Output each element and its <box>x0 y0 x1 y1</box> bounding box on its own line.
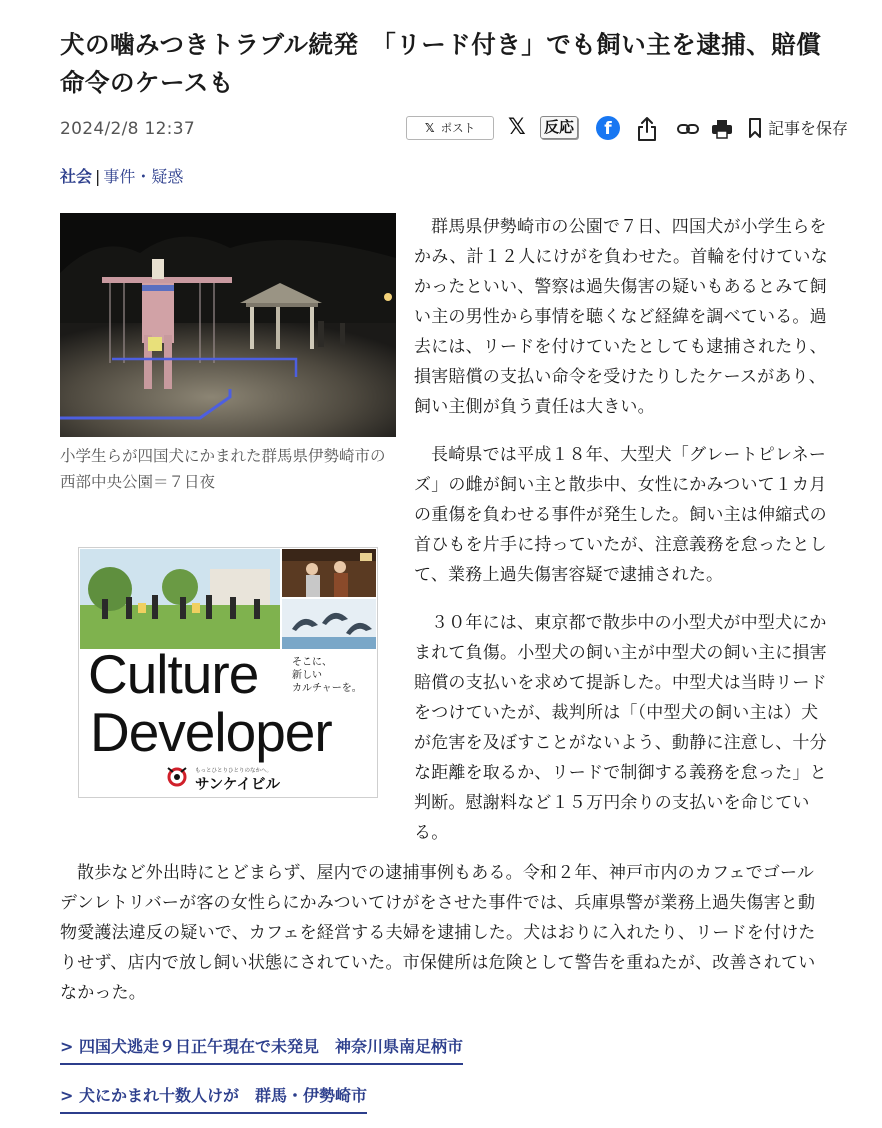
category-sub-link[interactable]: 事件・疑惑 <box>103 167 184 186</box>
article-paragraph: 散歩など外出時にとどまらず、屋内での逮捕事例もある。令和２年、神戸市内のカフェでゴールデンレトリバーが客の女性らにかみついてけがをさせた事件では、兵庫県警が業務上過失傷害と動物愛護法違反の疑いで、カフェを経営する夫婦を逮捕した。犬はおりに入れたり、リードを付けたりせず、店内で放し飼い状態にされていた。市保健所は危険として警告を重ねたが、改善されていなかった。 <box>60 863 816 1003</box>
link-icon[interactable] <box>676 118 700 140</box>
ad-small-text: もっとひとりひとりのなかへ。 <box>195 768 273 774</box>
ad-tagline-line: そこに、 <box>292 657 332 668</box>
reaction-button[interactable]: 反応 <box>540 116 578 139</box>
ad-dancers-image <box>80 549 280 649</box>
article-paragraph: 群馬県伊勢崎市の公園で７日、四国犬が小学生らをかみ、計１２人にけがを負わせた。首輪を付けていなかったといい、警察は過失傷害の疑いもあるとみて飼い主の男性から事情を聴くなど経緯を調べている。過去には、リードを付けていたとしても逮捕されたり、損害賠償の支払い命令を受けたりしたケースがあり、飼い主側が負う責任は大きい。 <box>414 217 828 417</box>
x-post-button[interactable] <box>406 116 494 140</box>
ad-brand-name: サンケイビル <box>195 777 280 793</box>
x-logo-icon: 𝕏 <box>424 121 435 135</box>
x-icon[interactable]: 𝕏 <box>508 115 526 140</box>
category-main-link[interactable]: 社会 <box>60 167 93 186</box>
ad-headline-culture: Culture <box>88 643 259 705</box>
article-photo[interactable] <box>60 213 396 437</box>
sankei-logo-icon <box>165 764 189 788</box>
ad-dolphins-image <box>282 599 376 649</box>
article-body-column <box>414 212 828 866</box>
ad-performers-image <box>282 549 376 597</box>
print-icon[interactable] <box>711 119 733 139</box>
ad-tagline-line: 新しい <box>292 670 322 681</box>
category-separator: | <box>95 167 101 186</box>
ad-tagline-line: カルチャーを。 <box>292 683 362 694</box>
ad-banner[interactable] <box>78 547 378 798</box>
ad-tagline <box>292 656 362 695</box>
category-breadcrumb <box>60 164 183 187</box>
save-label: 記事を保存 <box>768 119 849 138</box>
share-bar <box>406 116 860 144</box>
publish-date: 2024/2/8 12:37 <box>60 119 195 139</box>
article-body-full-width <box>60 858 828 1026</box>
x-post-label: ポスト <box>440 121 476 135</box>
bookmark-icon <box>748 118 762 138</box>
related-article-link[interactable]: > 犬にかまれ十数人けが 群馬・伊勢崎市 <box>60 1085 367 1114</box>
related-article-link[interactable]: > 四国犬逃走９日正午現在で未発見 神奈川県南足柄市 <box>60 1036 463 1065</box>
park-scene-image <box>60 213 396 437</box>
facebook-icon[interactable]: f <box>596 116 620 140</box>
photo-caption: 小学生らが四国犬にかまれた群馬県伊勢崎市の西部中央公園＝７日夜 <box>60 447 386 491</box>
article-headline: 犬の噛みつきトラブル続発 「リード付き」でも飼い主を逮捕、賠償命令のケースも <box>60 30 822 97</box>
share-icon[interactable] <box>636 116 658 142</box>
meta-row <box>60 116 860 144</box>
ad-brand-logo <box>165 764 295 794</box>
article-paragraph: 長崎県では平成１８年、大型犬「グレートピレネーズ」の雌が飼い主と散歩中、女性にかみついて１カ月の重傷を負わせる事件が発生した。飼い主は伸縮式の首ひもを片手に持っていたが、注意義務を怠ったとして、業務上過失傷害容疑で逮捕された。 <box>414 445 827 585</box>
article-paragraph: ３０年には、東京都で散歩中の小型犬が中型犬にかまれて負傷。小型犬の飼い主が中型犬の飼い主に損害賠償の支払いを求めて提訴した。中型犬は当時リードをつけていたが、裁判所は「（中型犬の飼い主は）犬が危害を及ぼすことがないよう、動静に注意し、十分な距離を取るか、リードで制御する義務を怠った」と判断。慰謝料など１５万円余りの支払いを命じている。 <box>414 613 827 843</box>
ad-headline-developer: Developer <box>90 701 332 763</box>
